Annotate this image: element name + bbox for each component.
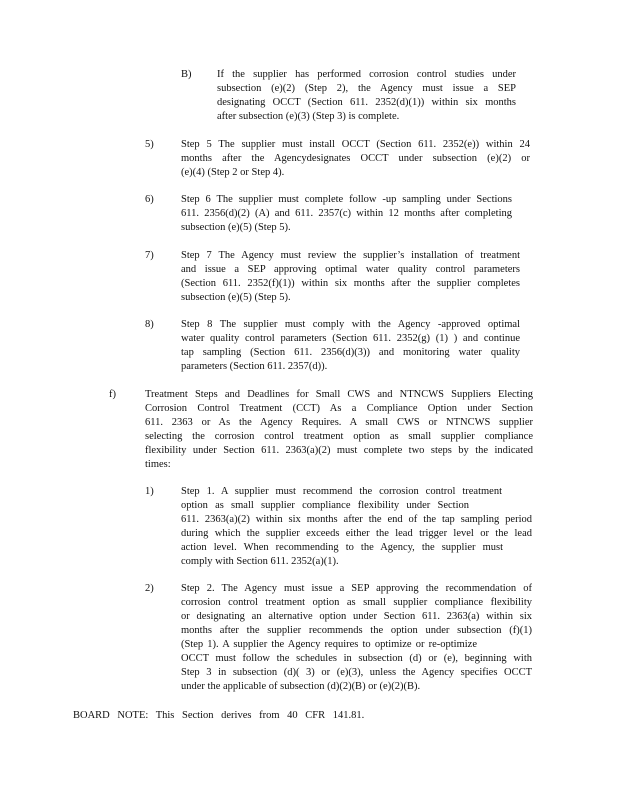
text-line: Step 7 The Agency must review the supplier’s installation of treatment [181, 250, 520, 261]
item-label: 5) [145, 139, 154, 150]
text-line: times: [145, 459, 171, 470]
text-line: (Step 1). A supplier the Agency requires to optimize or re-optimize [181, 639, 477, 650]
item-text [145, 388, 533, 472]
item-text [217, 68, 516, 124]
board-note: BOARD NOTE: This Section derives from 40 CFR 141.81. [73, 710, 365, 721]
text-line: Step 5 The supplier must install OCCT (Section 611. 2352(e)) within 24 [181, 139, 530, 150]
text-line: tap sampling (Section 611. 2356(d)(3)) and monitoring water quality [181, 347, 520, 358]
text-line: months after the Agencydesignates OCCT under subsection (e)(2) or [181, 153, 530, 164]
text-line: selecting the corrosion control treatment option as small supplier compliance [145, 431, 533, 442]
item-label: 8) [145, 319, 154, 330]
item-label: B) [181, 69, 192, 80]
item-label: 1) [145, 486, 154, 497]
text-line: Corrosion Control Treatment (CCT) As a Compliance Option under Section [145, 403, 533, 414]
text-line: Step 1. A supplier must recommend the corrosion control treatment [181, 486, 502, 497]
text-line: (Section 611. 2352(f)(1)) within six months after the supplier completes [181, 278, 520, 289]
item-text [181, 249, 520, 305]
text-line: comply with Section 611. 2352(a)(1). [181, 556, 339, 567]
text-line: Step 6 The supplier must complete follow -up sampling under Sections [181, 194, 512, 205]
text-line: flexibility under Section 611. 2363(a)(2) must complete two steps by the indicated [145, 445, 533, 456]
item-text [181, 582, 532, 694]
text-line: 611. 2356(d)(2) (A) and 611. 2357(c) within 12 months after completing [181, 208, 512, 219]
item-label: 2) [145, 583, 154, 594]
text-line: Step 8 The supplier must comply with the Agency -approved optimal [181, 319, 520, 330]
text-line: designating OCCT (Section 611. 2352(d)(1)) within six months [217, 97, 516, 108]
text-line: 611. 2363(a)(2) within six months after the end of the tap sampling period [181, 514, 532, 525]
text-line: action level. When recommending to the Agency, the supplier must [181, 542, 503, 553]
item-label: 7) [145, 250, 154, 261]
text-line: corrosion control treatment option as small supplier compliance flexibility [181, 597, 532, 608]
text-line: 611. 2363 or As the Agency Requires. A small CWS or NTNCWS supplier [145, 417, 533, 428]
text-line: (e)(4) (Step 2 or Step 4). [181, 167, 285, 178]
item-text [181, 318, 520, 374]
item-text [181, 485, 532, 569]
text-line: subsection (e)(5) (Step 5). [181, 222, 291, 233]
text-line: subsection (e)(5) (Step 5). [181, 292, 291, 303]
item-text [181, 138, 530, 180]
item-label: f) [109, 389, 116, 400]
text-line: water quality control parameters (Section 611. 2352(g) (1) ) and continue [181, 333, 520, 344]
text-line: subsection (e)(2) (Step 2), the Agency must issue a SEP [217, 83, 516, 94]
text-line: option as small supplier compliance flexibility under Section [181, 500, 469, 511]
text-line: OCCT must follow the schedules in subsection (d) or (e), beginning with [181, 653, 532, 664]
text-line: after subsection (e)(3) (Step 3) is complete. [217, 111, 400, 122]
text-line: Step 2. The Agency must issue a SEP approving the recommendation of [181, 583, 532, 594]
text-line: If the supplier has performed corrosion control studies under [217, 69, 516, 80]
text-line: and issue a SEP approving optimal water quality control parameters [181, 264, 520, 275]
text-line: months after the supplier recommends the option under subsection (f)(1) [181, 625, 532, 636]
text-line: parameters (Section 611. 2357(d)). [181, 361, 328, 372]
text-line: or designating an alternative option under Section 611. 2363(a) within six [181, 611, 532, 622]
item-label: 6) [145, 194, 154, 205]
text-line: Step 3 in subsection (d)( 3) or (e)(3), unless the Agency specifies OCCT [181, 667, 532, 678]
text-line: under the applicable of subsection (d)(2)(B) or (e)(2)(B). [181, 681, 421, 692]
item-text [181, 193, 512, 235]
text-line: Treatment Steps and Deadlines for Small CWS and NTNCWS Suppliers Electing [145, 389, 533, 400]
text-line: during which the supplier exceeds either the lead trigger level or the lead [181, 528, 532, 539]
